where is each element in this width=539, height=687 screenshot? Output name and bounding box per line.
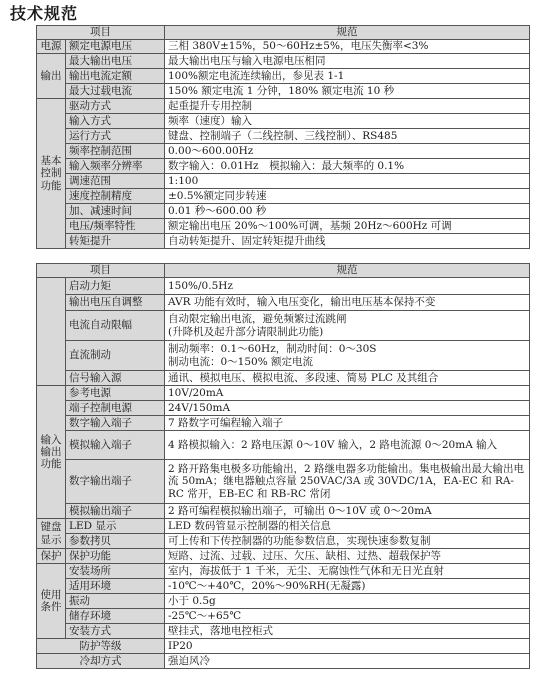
row-spec: 小于 0.5g [165, 594, 530, 609]
row-spec: 4 路模拟输入：2 路电压源 0～10V 输入，2 路电流源 0～20mA 输入 [165, 431, 530, 460]
group-blank [37, 278, 66, 386]
row-item: 频率控制范围 [66, 144, 165, 159]
row-item: 速度控制精度 [66, 189, 165, 204]
row-spec: 最大输出电压与输入电源电压相同 [165, 54, 530, 69]
row-spec: 起重提升专用控制 [165, 99, 530, 114]
row-spec: ±0.5%额定同步转速 [165, 189, 530, 204]
row-item: 最大输出电压 [66, 54, 165, 69]
header-item: 项目 [37, 26, 165, 40]
group-basic-control: 基本控制功能 [37, 99, 66, 249]
row-item: 数字输出端子 [66, 460, 165, 504]
spec-table-2 [36, 263, 530, 669]
row-spec: -10℃～+40℃，20%～90%RH(无凝露) [165, 579, 530, 594]
page-title: 技术规范 [10, 4, 79, 23]
group-protection: 保护 [37, 549, 66, 564]
row-spec: 0.01 秒～600.00 秒 [165, 204, 530, 219]
row-spec [165, 341, 530, 371]
row-item: LED 显示 [66, 519, 165, 534]
row-item: 电流自动限幅 [66, 311, 165, 341]
row-item: 输入方式 [66, 114, 165, 129]
row-spec: 自动转矩提升、固定转矩提升曲线 [165, 234, 530, 249]
row-spec: 150%/0.5Hz [165, 278, 530, 295]
row-spec: 壁挂式，落地电控柜式 [165, 624, 530, 639]
row-item: 端子控制电源 [66, 401, 165, 416]
row-item: 振动 [66, 594, 165, 609]
row-item: 防护等级 [37, 639, 165, 654]
row-item: 参考电源 [66, 386, 165, 401]
spec-line: 自动限定输出电流，避免频繁过流跳闸 [168, 313, 347, 326]
spec-line: 制动电流：0～150% 额定电流 [168, 355, 314, 368]
row-item: 模拟输出端子 [66, 504, 165, 519]
row-item: 数字输入端子 [66, 416, 165, 431]
row-spec: 短路、过流、过载、过压、欠压、缺相、过热、超载保护等 [165, 549, 530, 564]
header-item: 项目 [37, 264, 165, 278]
spec-line: 制动频率：0.1～60Hz，制动时间：0～30S [168, 343, 377, 356]
spec-table-1 [36, 25, 530, 249]
row-item: 储存环境 [66, 609, 165, 624]
row-spec: 额定输出电压 20%～100%可调，基频 20Hz～600Hz 可调 [165, 219, 530, 234]
row-spec: 键盘、控制端子（二线控制、三线控制）、RS485 [165, 129, 530, 144]
row-item: 输出电流定额 [66, 69, 165, 84]
row-item: 直流制动 [66, 341, 165, 371]
row-spec: 频率（速度）输入 [165, 114, 530, 129]
row-item: 模拟输入端子 [66, 431, 165, 460]
row-spec: -25℃～+65℃ [165, 609, 530, 624]
row-item: 保护功能 [66, 549, 165, 564]
row-item: 加、减速时间 [66, 204, 165, 219]
row-spec: 10V/20mA [165, 386, 530, 401]
row-spec: 2 路开路集电极多功能输出，2 路继电器多功能输出。集电极输出最大输出电流 50mA；继电器触点容量 250VAC/3A 或 30VDC/1A，EA-EC 和 RA-RC 常开，EB-EC 和 RB-RC 常闭 [165, 460, 530, 504]
row-item: 电压/频率特性 [66, 219, 165, 234]
row-item: 转矩提升 [66, 234, 165, 249]
row-item: 输出电压自调整 [66, 295, 165, 311]
row-item: 安装场所 [66, 564, 165, 579]
row-item: 输入频率分辨率 [66, 159, 165, 174]
row-spec: 2 路可编程模拟输出端子，可输出 0～10V 或 0～20mA [165, 504, 530, 519]
row-item: 运行方式 [66, 129, 165, 144]
row-item: 最大过载电流 [66, 84, 165, 99]
row-spec: 7 路数字可编程输入端子 [165, 416, 530, 431]
spec-line: (升降机及起升部分请限制此功能) [168, 325, 324, 338]
row-spec [165, 311, 530, 341]
row-spec: 数字输入：0.01Hz 模拟输入：最大频率的 0.1% [165, 159, 530, 174]
row-spec: 通讯、模拟电压、模拟电流、多段速、简易 PLC 及其组合 [165, 371, 530, 386]
row-spec: IP20 [165, 639, 530, 654]
row-spec: 24V/150mA [165, 401, 530, 416]
row-item: 安装方式 [66, 624, 165, 639]
row-spec: AVR 功能有效时，输入电压变化，输出电压基本保持不变 [165, 295, 530, 311]
row-spec: 150% 额定电流 1 分钟，180% 额定电流 10 秒 [165, 84, 530, 99]
row-item: 调速范围 [66, 174, 165, 189]
row-spec: 强迫风冷 [165, 654, 530, 669]
group-usage-conditions: 使用条件 [37, 564, 66, 639]
group-power: 电源 [37, 40, 66, 54]
row-spec: 100%额定电流连续输出，参见表 1-1 [165, 69, 530, 84]
row-spec: 可上传和下传控制器的功能参数信息，实现快速参数复制 [165, 534, 530, 549]
row-item: 适用环境 [66, 579, 165, 594]
row-spec: 0.00～600.00Hz [165, 144, 530, 159]
row-spec: 三相 380V±15%，50～60Hz±5%，电压失衡率<3% [165, 40, 530, 54]
row-item: 参数拷贝 [66, 534, 165, 549]
row-spec: 室内，海拔低于 1 千米，无尘、无腐蚀性气体和无日光直射 [165, 564, 530, 579]
row-spec: 1:100 [165, 174, 530, 189]
header-spec: 规范 [165, 264, 530, 278]
header-spec: 规范 [165, 26, 530, 40]
row-item: 冷却方式 [37, 654, 165, 669]
group-io: 输入输出功能 [37, 386, 66, 519]
group-keypad-display: 键盘显示 [37, 519, 66, 549]
row-item: 信号输入源 [66, 371, 165, 386]
row-item: 驱动方式 [66, 99, 165, 114]
group-output: 输出 [37, 54, 66, 99]
row-spec: LED 数码管显示控制器的相关信息 [165, 519, 530, 534]
row-item: 启动力矩 [66, 278, 165, 295]
row-item: 额定电源电压 [66, 40, 165, 54]
